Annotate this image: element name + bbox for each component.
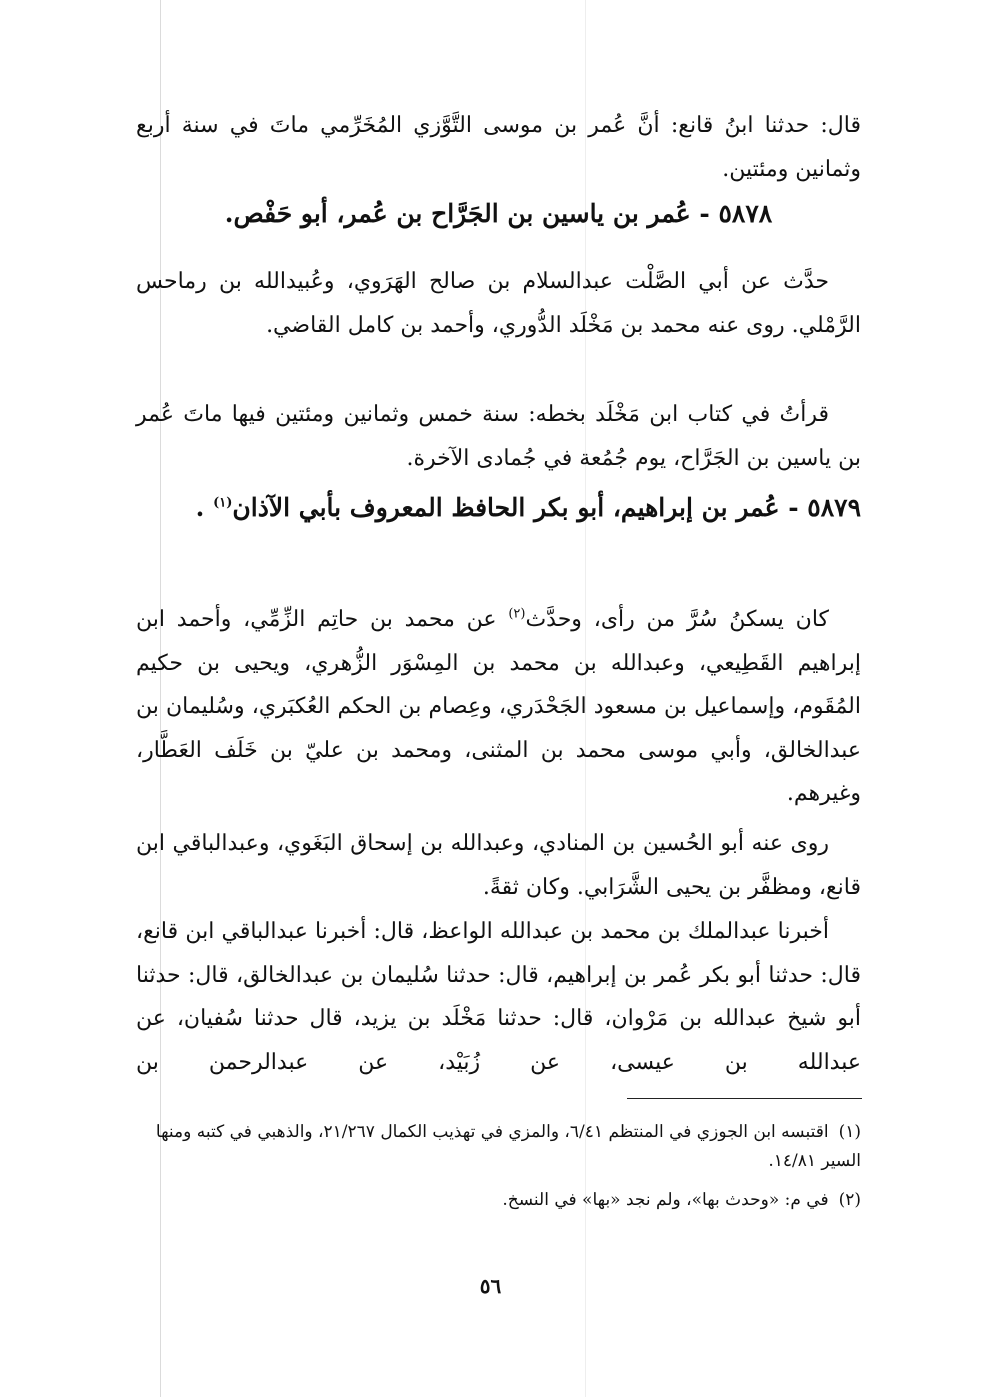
footnote-2 [136,1186,861,1215]
paragraph-intro [136,104,861,191]
page-number: ٥٦ [479,1274,502,1298]
footnote-separator-rule [627,1098,862,1099]
entry-heading-5879-text: ٥٨٧٩ - عُمر بن إبراهيم، أبو بكر الحافظ المعروف بأبي الآذان [232,493,861,522]
paragraph-5878-narrators [136,260,861,347]
entry-heading-5879 [136,486,861,530]
paragraph-5879-bio [136,598,861,816]
footnote-ref-1[interactable]: (١) [213,495,233,511]
footnote-1-number: (١) [838,1122,861,1142]
footnote-1 [136,1118,861,1176]
paragraph-5879-bio-text-a: كان يسكنُ سُرَّ من رأى، وحدَّث [525,607,829,632]
entry-heading-5878 [136,192,861,236]
footnote-2-text: في م: «وحدث بها»، ولم نجد «بها» في النسخ. [502,1190,829,1210]
entry-heading-5878-text: ٥٨٧٨ - عُمر بن ياسين بن الجَرَّاح بن عُمر، أبو حَفْص. [224,199,773,228]
paragraph-5879-bio-text-b: عن محمد بن حاتِم الزِّمِّي، وأحمد ابن إبراهيم القَطِيعي، وعبدالله بن محمد بن المِسْوَر الزُّهري، ويحيى بن حكيم المُقَوم، وإسماعيل بن مسعود الجَحْدَري، وعِصام بن الحكم العُكبَري، وسُليمان بن عبدالخالق، وأبي موسى محمد بن المثنى، ومحمد بن عليّ بن خَلَف العَطَّار، وغيرهم. [136,607,861,806]
paragraph-intro-text: قال: حدثنا ابنُ قانع: أنَّ عُمر بن موسى التَّوَّزي المُخَرِّمي ماتَ في سنة أربع وثمانين ومئتين. [136,113,861,182]
paragraph-5879-students [136,822,861,909]
footnote-1-text: اقتبسه ابن الجوزي في المنتظم ٦/٤١، والمزي في تهذيب الكمال ٢١/٢٦٧، والذهبي في كتبه ومنها السير ١٤/٨١. [155,1122,861,1171]
paragraph-5878-narrators-text: حدَّث عن أبي الصَّلْت عبدالسلام بن صالح الهَرَوي، وعُبيدالله بن رماحس الرَّمْلي. روى عنه محمد بن مَخْلَد الدُّوري، وأحمد بن كامل القاضي. [136,269,861,338]
paragraph-5878-death [136,393,861,480]
entry-heading-5879-end: . [195,493,205,522]
paragraph-5879-isnad [136,910,861,1084]
paragraph-5878-death-text: قرأتُ في كتاب ابن مَخْلَد بخطه: سنة خمس وثمانين ومئتين فيها ماتَ عُمر بن ياسين بن الجَرَّاح، يوم جُمُعة في جُمادى الآخرة. [136,402,861,471]
paragraph-5879-students-text: روى عنه أبو الحُسين بن المنادي، وعبدالله بن إسحاق البَغَوي، وعبدالباقي ابن قانع، ومظفَّر بن يحيى الشَّرَابي. وكان ثقةً. [136,831,861,900]
footnote-2-number: (٢) [838,1190,861,1210]
paragraph-5879-isnad-text: أخبرنا عبدالملك بن محمد بن عبدالله الواعظ، قال: أخبرنا عبدالباقي ابن قانع، قال: حدثنا أبو بكر عُمر بن إبراهيم، قال: حدثنا سُليمان بن عبدالخالق، قال: حدثنا أبو شيخ عبدالله بن مَرْوان، قال: حدثنا مَخْلَد بن يزيد، قال حدثنا سُفيان، عن عبدالله بن عيسى، عن زُبَيْد، عن عبدالرحمن بن [136,919,862,1075]
footnote-ref-2[interactable]: (٢) [508,606,526,622]
